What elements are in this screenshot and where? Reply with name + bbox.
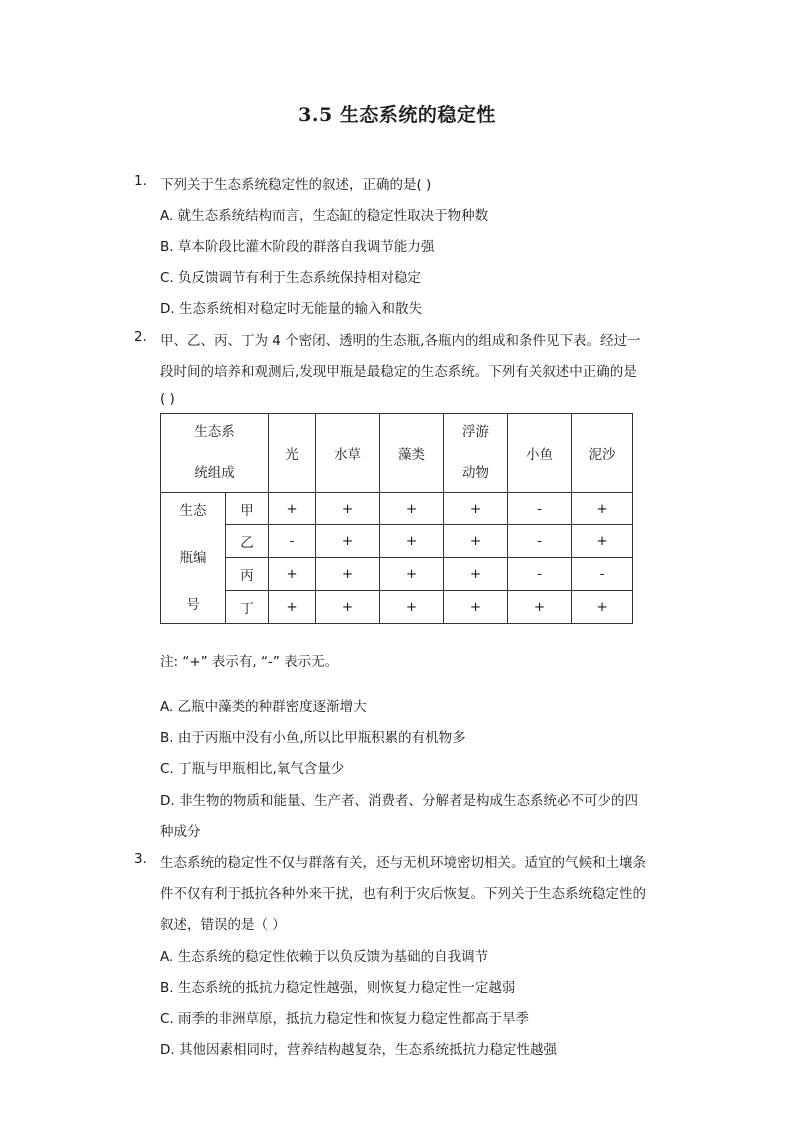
question-2-option-b: B. 由于丙瓶中没有小鱼,所以比甲瓶积累的有机物多 xyxy=(160,730,466,746)
question-2-option-d-continued: 种成分 xyxy=(160,824,201,840)
table-cell: + xyxy=(380,493,444,525)
table-cell: + xyxy=(269,591,316,624)
table-cell: - xyxy=(508,558,572,591)
table-cell: + xyxy=(316,525,380,558)
column-header-small-fish: 小鱼 xyxy=(508,414,572,493)
table-cell: + xyxy=(269,558,316,591)
table-cell: + xyxy=(316,493,380,525)
table-cell: + xyxy=(572,493,633,525)
row-label-yi: 乙 xyxy=(226,525,269,558)
table-cell: + xyxy=(444,558,508,591)
table-cell: + xyxy=(380,558,444,591)
experiment-table xyxy=(160,413,633,624)
table-row xyxy=(161,591,633,624)
table-cell: + xyxy=(508,591,572,624)
question-3-number: 3. xyxy=(134,851,147,867)
table-cell: - xyxy=(572,558,633,591)
question-3-option-c: C. 雨季的非洲草原，抵抗力稳定性和恢复力稳定性都高于旱季 xyxy=(160,1011,530,1027)
question-1-number: 1. xyxy=(134,173,147,189)
table-cell: + xyxy=(444,591,508,624)
row-label-bing: 丙 xyxy=(226,558,269,591)
question-2-option-c: C. 丁瓶与甲瓶相比,氧气含量少 xyxy=(160,761,345,777)
question-3-option-b: B. 生态系统的抵抗力稳定性越强，则恢复力稳定性一定越弱 xyxy=(160,980,516,996)
table-cell: - xyxy=(508,525,572,558)
question-1-option-d: D. 生态系统相对稳定时无能量的输入和散失 xyxy=(160,301,422,317)
row-group-label: 生态 瓶编 号 xyxy=(161,493,226,624)
column-header-zooplankton: 浮游 动物 xyxy=(444,414,508,493)
table-header-row xyxy=(161,414,633,493)
question-1-option-c: C. 负反馈调节有利于生态系统保持相对稳定 xyxy=(160,270,422,286)
question-2-stem-line-1: 甲、乙、丙、丁为 4 个密闭、透明的生态瓶,各瓶内的组成和条件见下表。经过一 xyxy=(160,333,641,349)
question-2-option-a: A. 乙瓶中藻类的种群密度逐渐增大 xyxy=(160,699,367,715)
question-2-option-d: D. 非生物的物质和能量、生产者、消费者、分解者是构成生态系统必不可少的四 xyxy=(160,793,638,809)
column-header-algae: 藻类 xyxy=(380,414,444,493)
table-note: 注: “+” 表示有, “-” 表示无。 xyxy=(160,654,339,670)
question-3-option-d: D. 其他因素相同时，营养结构越复杂，生态系统抵抗力稳定性越强 xyxy=(160,1042,557,1058)
table-cell: - xyxy=(269,525,316,558)
question-3-stem-line-1: 生态系统的稳定性不仅与群落有关，还与无机环境密切相关。适宜的气候和土壤条 xyxy=(160,855,646,871)
table-cell: - xyxy=(508,493,572,525)
row-label-ding: 丁 xyxy=(226,591,269,624)
question-3-option-a: A. 生态系统的稳定性依赖于以负反馈为基础的自我调节 xyxy=(160,949,489,965)
column-header-water-plant: 水草 xyxy=(316,414,380,493)
table-cell: + xyxy=(572,525,633,558)
table-cell: + xyxy=(316,591,380,624)
question-3-stem-line-2: 件不仅有利于抵抗各种外来干扰，也有利于灾后恢复。下列关于生态系统稳定性的 xyxy=(160,886,646,902)
table-cell: + xyxy=(444,493,508,525)
table-row xyxy=(161,493,633,525)
column-header-sediment: 泥沙 xyxy=(572,414,633,493)
question-1-option-b: B. 草本阶段比灌木阶段的群落自我调节能力强 xyxy=(160,239,435,255)
question-1-stem: 下列关于生态系统稳定性的叙述，正确的是( ) xyxy=(160,177,432,193)
page-title: 3.5 生态系统的稳定性 xyxy=(298,104,496,126)
question-2-stem-line-3: ( ) xyxy=(160,391,175,407)
table-cell: + xyxy=(269,493,316,525)
question-3-stem-line-3: 叙述，错误的是（ ） xyxy=(160,917,286,933)
question-2-number: 2. xyxy=(134,329,147,345)
column-header-light: 光 xyxy=(269,414,316,493)
table-cell: + xyxy=(380,525,444,558)
table-cell: + xyxy=(316,558,380,591)
question-1-option-a: A. 就生态系统结构而言，生态缸的稳定性取决于物种数 xyxy=(160,208,489,224)
table-row xyxy=(161,525,633,558)
table-corner-header: 生态系 统组成 xyxy=(161,414,269,493)
table-cell: + xyxy=(444,525,508,558)
table-row xyxy=(161,558,633,591)
question-2-stem-line-2: 段时间的培养和观测后,发现甲瓶是最稳定的生态系统。下列有关叙述中正确的是 xyxy=(160,364,637,380)
table-cell: + xyxy=(380,591,444,624)
row-label-jia: 甲 xyxy=(226,493,269,525)
table-cell: + xyxy=(572,591,633,624)
